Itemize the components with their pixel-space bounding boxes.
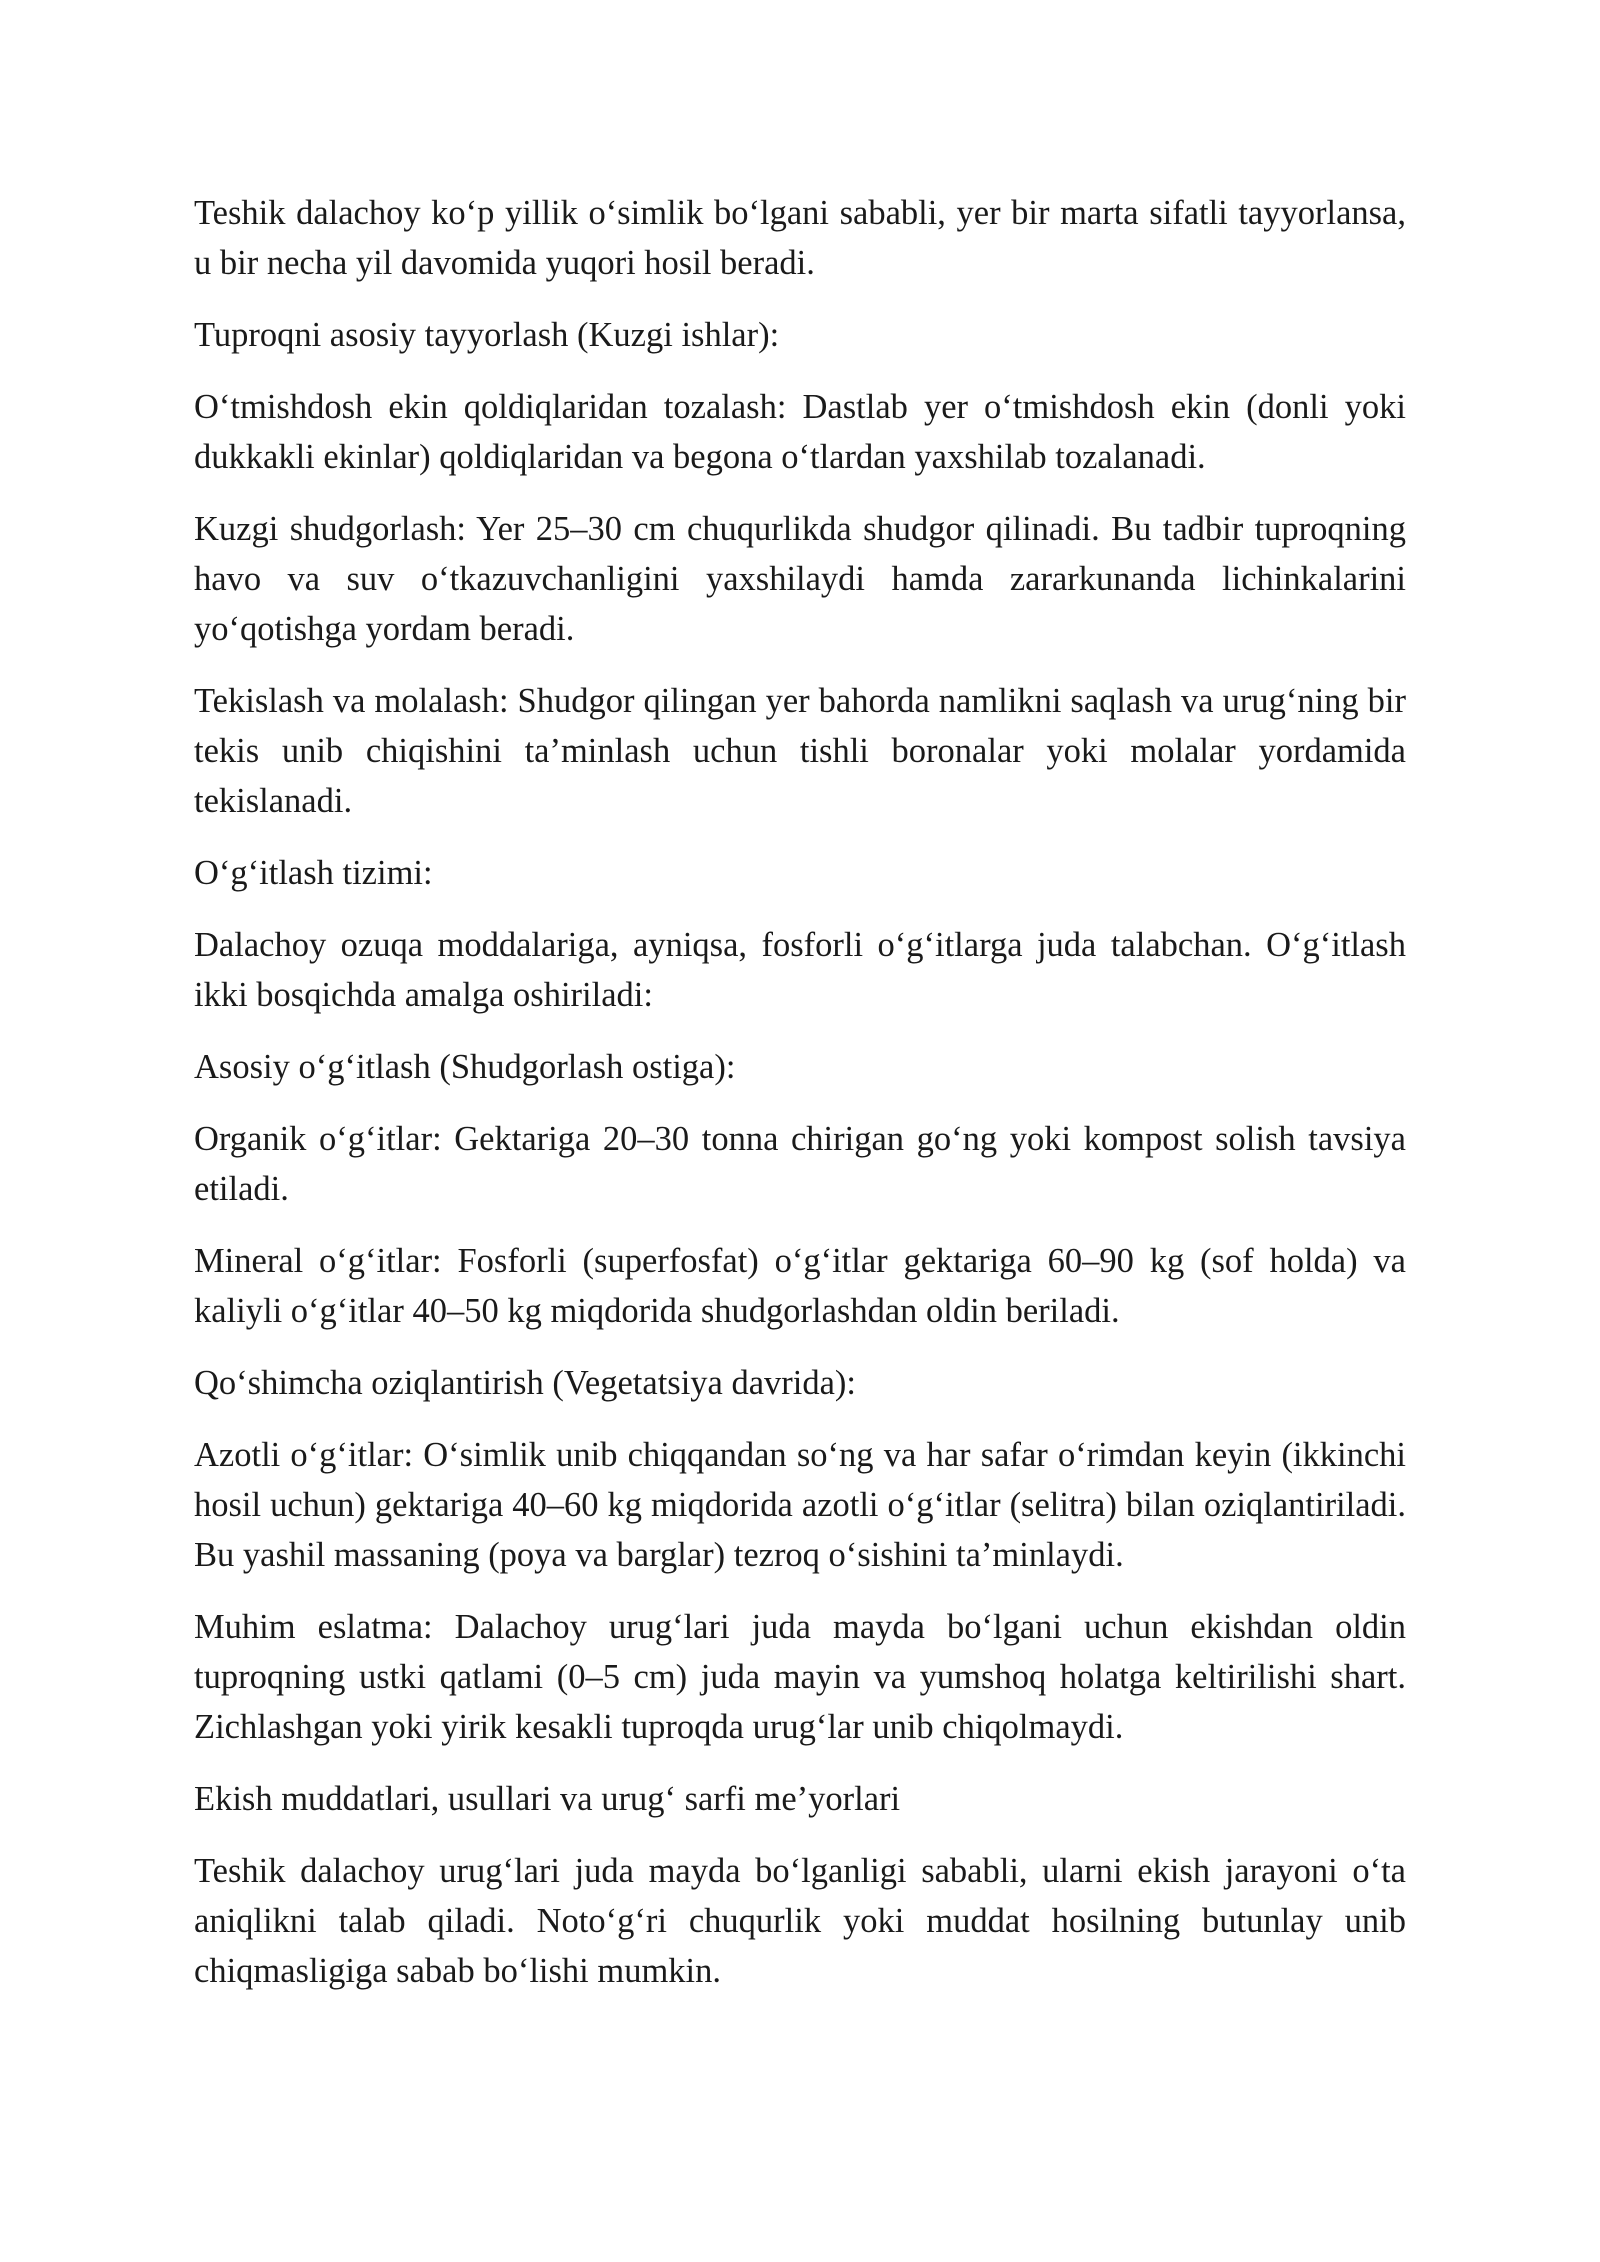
paragraph-fertilization-intro: Dalachoy ozuqa moddalariga, ayniqsa, fosforli oʻgʻitlarga juda talabchan. Oʻgʻitlash ikki bosqichda amalga oshiriladi: (194, 926, 1406, 1014)
paragraph-residue-clearing: Oʻtmishdosh ekin qoldiqlaridan tozalash: Dastlab yer oʻtmishdosh ekin (donli yoki dukkakli ekinlar) qoldiqlaridan va begona oʻtlardan yaxshilab tozalanadi. (194, 388, 1406, 476)
paragraph-leveling: Tekislash va molalash: Shudgor qilingan yer bahorda namlikni saqlash va urugʻning bir tekis unib chiqishini ta’minlash uchun tishli boronalar yoki molalar yordamida tekislanadi. (194, 682, 1406, 820)
section-heading-sowing: Ekish muddatlari, usullari va urugʻ sarfi me’yorlari (194, 1780, 901, 1818)
document-page (194, 188, 1406, 2018)
paragraph-nitrogen-fertilizers: Azotli oʻgʻitlar: Oʻsimlik unib chiqqandan soʻng va har safar oʻrimdan keyin (ikkinchi hosil uchun) gektariga 40–60 kg miqdorida azotli oʻgʻitlar (selitra) bilan oziqlantiriladi. Bu yashil massaning (poya va barglar) tezroq oʻsishini ta’minlaydi. (194, 1436, 1406, 1574)
paragraph-autumn-plowing: Kuzgi shudgorlash: Yer 25–30 cm chuqurlikda shudgor qilinadi. Bu tadbir tuproqning havo va suv oʻtkazuvchanligini yaxshilaydi hamda zararkunanda lichinkalarini yoʻqotishga yordam beradi. (194, 510, 1406, 648)
paragraph-mineral-fertilizers: Mineral oʻgʻitlar: Fosforli (superfosfat) oʻgʻitlar gektariga 60–90 kg (sof holda) va kaliyli oʻgʻitlar 40–50 kg miqdorida shudgorlashdan oldin beriladi. (194, 1242, 1406, 1330)
paragraph-important-note: Muhim eslatma: Dalachoy urugʻlari juda mayda boʻlgani uchun ekishdan oldin tuproqning ustki qatlami (0–5 cm) juda mayin va yumshoq holatga keltirilishi shart. Zichlashgan yoki yirik kesakli tuproqda urugʻlar unib chiqolmaydi. (194, 1608, 1406, 1746)
paragraph-sowing-intro: Teshik dalachoy urugʻlari juda mayda boʻlganligi sababli, ularni ekish jarayoni oʻta aniqlikni talab qiladi. Notoʻgʻri chuqurlik yoki muddat hosilning butunlay unib chiqmasligiga sabab boʻlishi mumkin. (194, 1852, 1406, 1990)
paragraph-organic-fertilizers: Organik oʻgʻitlar: Gektariga 20–30 tonna chirigan goʻng yoki kompost solish tavsiya etiladi. (194, 1120, 1406, 1208)
section-heading-soil-preparation: Tuproqni asosiy tayyorlash (Kuzgi ishlar): (194, 316, 780, 354)
paragraph-intro: Teshik dalachoy koʻp yillik oʻsimlik boʻlgani sababli, yer bir marta sifatli tayyorlansa, u bir necha yil davomida yuqori hosil beradi. (194, 194, 1406, 282)
subheading-basic-fertilization: Asosiy oʻgʻitlash (Shudgorlash ostiga): (194, 1048, 736, 1086)
subheading-supplementary-feeding: Qoʻshimcha oziqlantirish (Vegetatsiya davrida): (194, 1364, 857, 1402)
section-heading-fertilization: Oʻgʻitlash tizimi: (194, 854, 433, 892)
